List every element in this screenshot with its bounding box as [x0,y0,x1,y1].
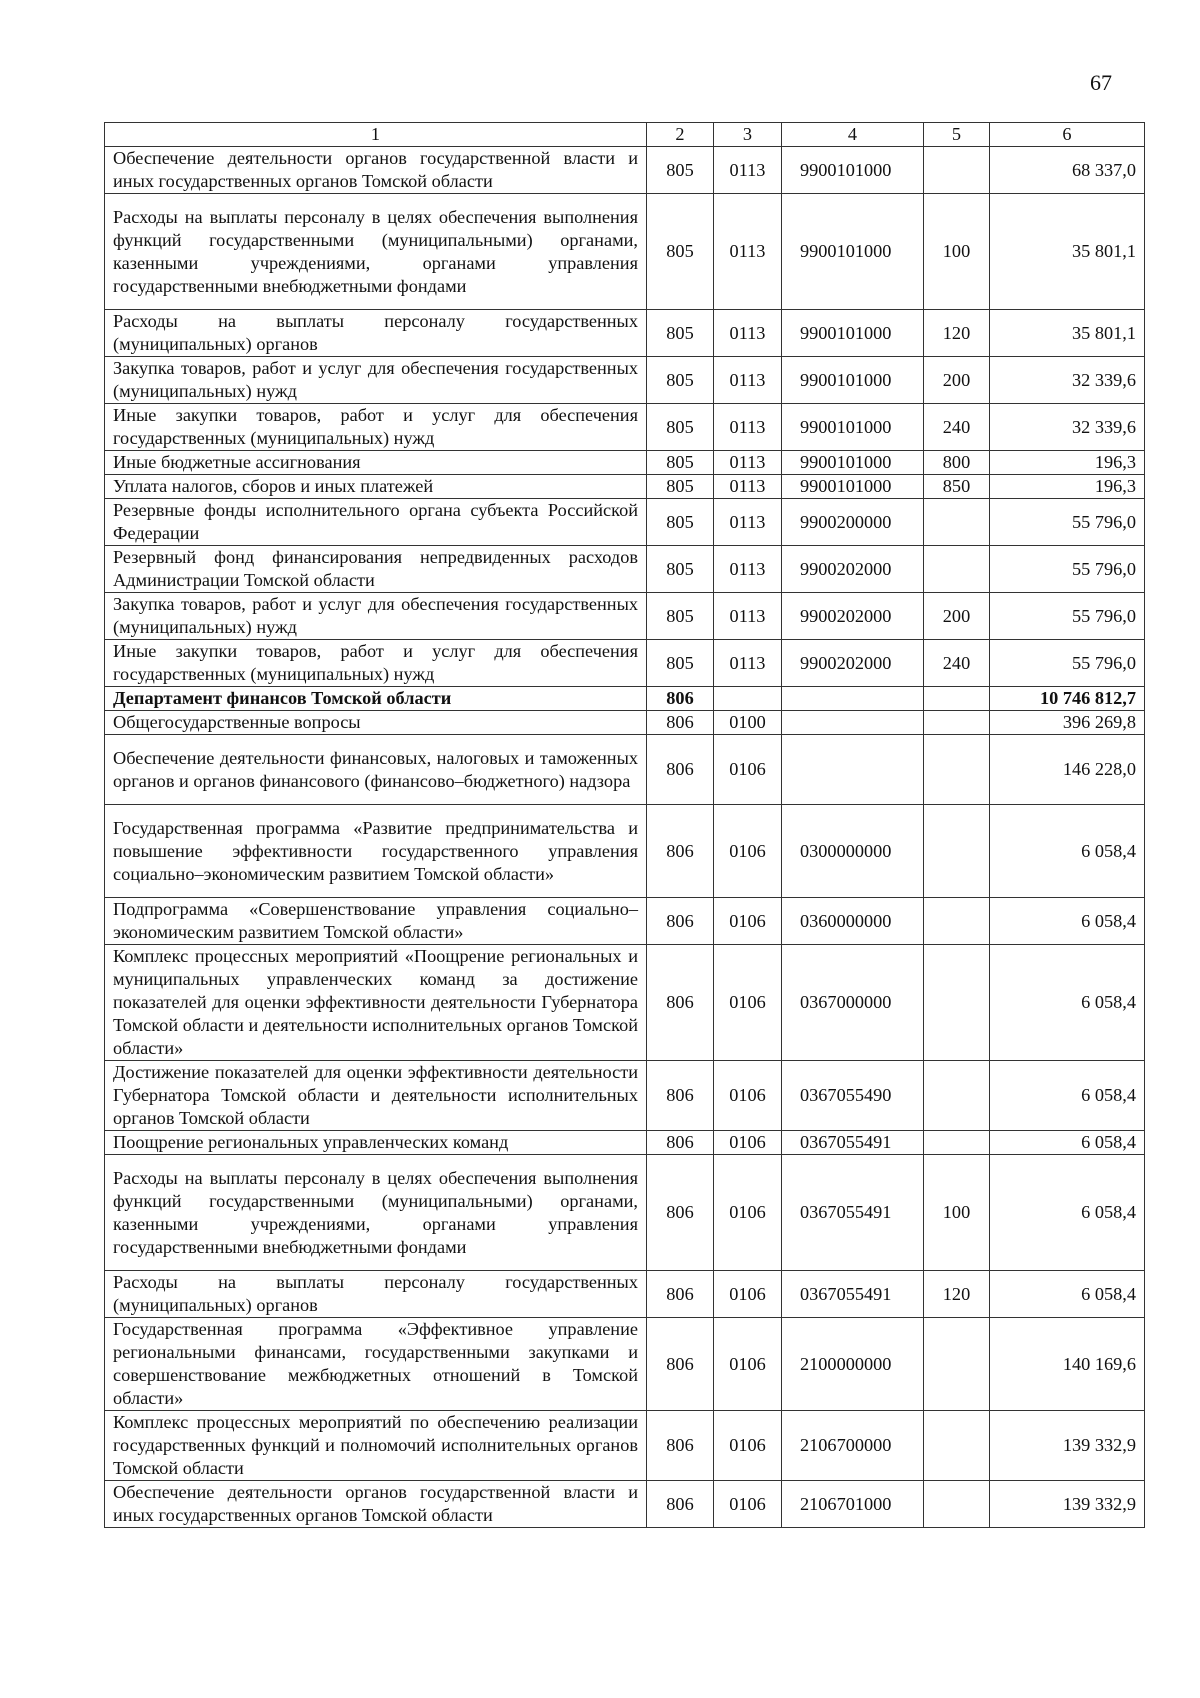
row-gr-code: 805 [647,310,714,357]
row-name: Поощрение региональных управленческих команд [105,1131,647,1155]
table-row [105,898,1145,945]
row-name: Обеспечение деятельности финансовых, налоговых и таможенных органов и органов финансового (финансово–бюджетного) надзора [105,735,647,805]
row-gr-code: 806 [647,735,714,805]
table-row [105,1271,1145,1318]
row-name: Иные бюджетные ассигнования [105,451,647,475]
row-target-code: 9900101000 [782,451,924,475]
row-gr-code: 806 [647,1481,714,1528]
row-target-code: 2106701000 [782,1481,924,1528]
row-name: Закупка товаров, работ и услуг для обеспечения государственных (муниципальных) нужд [105,357,647,404]
row-gr-code: 805 [647,546,714,593]
row-name: Расходы на выплаты персоналу государственных (муниципальных) органов [105,310,647,357]
row-section-code: 0106 [714,1318,782,1411]
row-gr-code: 805 [647,499,714,546]
table-row [105,711,1145,735]
row-expense-type [924,1131,990,1155]
row-name: Государственная программа «Эффективное управление региональными финансами, государственными закупками и совершенствование межбюджетных отношений в Томской области» [105,1318,647,1411]
row-name: Обеспечение деятельности органов государственной власти и иных государственных органов Томской области [105,147,647,194]
row-section-code: 0113 [714,357,782,404]
row-section-code: 0106 [714,1481,782,1528]
row-amount: 6 058,4 [990,1155,1145,1271]
row-target-code: 2106700000 [782,1411,924,1481]
row-gr-code: 806 [647,1318,714,1411]
row-expense-type [924,546,990,593]
table-row [105,687,1145,711]
table-row [105,451,1145,475]
column-header: 5 [924,123,990,147]
row-gr-code: 806 [647,1061,714,1131]
row-section-code: 0106 [714,1155,782,1271]
table-row [105,735,1145,805]
row-gr-code: 806 [647,1155,714,1271]
row-gr-code: 806 [647,898,714,945]
table-row [105,1481,1145,1528]
row-expense-type [924,945,990,1061]
row-gr-code: 805 [647,194,714,310]
row-amount: 35 801,1 [990,194,1145,310]
table-row [105,404,1145,451]
row-gr-code: 806 [647,1271,714,1318]
row-section-code: 0113 [714,546,782,593]
row-amount: 55 796,0 [990,499,1145,546]
row-target-code [782,687,924,711]
row-amount: 140 169,6 [990,1318,1145,1411]
row-amount: 55 796,0 [990,640,1145,687]
budget-table [104,122,1145,1528]
row-name: Иные закупки товаров, работ и услуг для обеспечения государственных (муниципальных) нужд [105,404,647,451]
row-section-code: 0106 [714,735,782,805]
row-amount: 6 058,4 [990,805,1145,898]
row-amount: 146 228,0 [990,735,1145,805]
row-name: Резервные фонды исполнительного органа субъекта Российской Федерации [105,499,647,546]
row-amount: 139 332,9 [990,1481,1145,1528]
row-target-code [782,711,924,735]
table-row [105,357,1145,404]
row-gr-code: 805 [647,451,714,475]
row-amount: 6 058,4 [990,898,1145,945]
row-target-code: 9900101000 [782,404,924,451]
row-target-code: 9900202000 [782,546,924,593]
row-gr-code: 805 [647,640,714,687]
page-number: 67 [1090,70,1112,95]
row-gr-code: 805 [647,147,714,194]
row-expense-type: 240 [924,404,990,451]
row-target-code: 9900200000 [782,499,924,546]
row-target-code: 0367000000 [782,945,924,1061]
row-name: Расходы на выплаты персоналу государственных (муниципальных) органов [105,1271,647,1318]
row-section-code: 0113 [714,475,782,499]
row-name: Департамент финансов Томской области [105,687,647,711]
row-section-code: 0113 [714,194,782,310]
row-expense-type [924,1411,990,1481]
column-header: 2 [647,123,714,147]
column-header: 1 [105,123,647,147]
row-expense-type [924,735,990,805]
row-name: Расходы на выплаты персоналу в целях обеспечения выполнения функций государственными (муниципальными) органами, казенными учреждениями, органами управления государственными внебюджетными фондами [105,1155,647,1271]
row-expense-type: 100 [924,194,990,310]
row-gr-code: 806 [647,1131,714,1155]
table-row [105,1155,1145,1271]
row-amount: 6 058,4 [990,945,1145,1061]
row-target-code: 9900202000 [782,640,924,687]
row-target-code: 9900101000 [782,310,924,357]
row-expense-type: 200 [924,593,990,640]
row-expense-type [924,711,990,735]
column-header-row [105,123,1145,147]
row-section-code: 0100 [714,711,782,735]
row-amount: 10 746 812,7 [990,687,1145,711]
row-gr-code: 805 [647,475,714,499]
row-target-code: 9900101000 [782,357,924,404]
table-row [105,194,1145,310]
row-amount: 68 337,0 [990,147,1145,194]
row-target-code: 9900202000 [782,593,924,640]
row-amount: 196,3 [990,475,1145,499]
row-name: Общегосударственные вопросы [105,711,647,735]
table-row [105,546,1145,593]
table-row [105,310,1145,357]
row-gr-code: 805 [647,404,714,451]
row-expense-type [924,1481,990,1528]
table-row [105,1411,1145,1481]
row-name: Иные закупки товаров, работ и услуг для обеспечения государственных (муниципальных) нужд [105,640,647,687]
row-gr-code: 806 [647,687,714,711]
row-amount: 32 339,6 [990,404,1145,451]
table-row [105,593,1145,640]
column-header: 4 [782,123,924,147]
row-target-code: 9900101000 [782,194,924,310]
table-row [105,499,1145,546]
row-name: Подпрограмма «Совершенствование управления социально–экономическим развитием Томской области» [105,898,647,945]
row-gr-code: 806 [647,711,714,735]
table-row [105,475,1145,499]
row-expense-type [924,898,990,945]
row-target-code: 9900101000 [782,147,924,194]
row-expense-type: 120 [924,310,990,357]
row-section-code: 0106 [714,1411,782,1481]
row-section-code: 0113 [714,451,782,475]
table-row [105,945,1145,1061]
row-section-code: 0113 [714,593,782,640]
table-row [105,1318,1145,1411]
row-expense-type [924,687,990,711]
row-gr-code: 805 [647,357,714,404]
row-target-code: 2100000000 [782,1318,924,1411]
row-name: Резервный фонд финансирования непредвиденных расходов Администрации Томской области [105,546,647,593]
row-name: Расходы на выплаты персоналу в целях обеспечения выполнения функций государственными (муниципальными) органами, казенными учреждениями, органами управления государственными внебюджетными фондами [105,194,647,310]
row-amount: 396 269,8 [990,711,1145,735]
row-expense-type: 120 [924,1271,990,1318]
row-gr-code: 806 [647,1411,714,1481]
row-name: Государственная программа «Развитие предпринимательства и повышение эффективности государственного управления социально–экономическим развитием Томской области» [105,805,647,898]
row-expense-type: 100 [924,1155,990,1271]
row-target-code: 0367055491 [782,1271,924,1318]
table-row [105,805,1145,898]
row-amount: 35 801,1 [990,310,1145,357]
row-expense-type: 850 [924,475,990,499]
row-amount: 55 796,0 [990,593,1145,640]
row-section-code: 0106 [714,1061,782,1131]
row-target-code: 0367055490 [782,1061,924,1131]
row-expense-type: 800 [924,451,990,475]
row-section-code: 0106 [714,805,782,898]
row-section-code: 0106 [714,945,782,1061]
row-section-code: 0113 [714,640,782,687]
row-gr-code: 805 [647,593,714,640]
row-expense-type [924,499,990,546]
row-expense-type: 200 [924,357,990,404]
row-amount: 6 058,4 [990,1131,1145,1155]
row-target-code [782,735,924,805]
row-target-code: 0360000000 [782,898,924,945]
row-expense-type [924,805,990,898]
row-section-code: 0106 [714,1131,782,1155]
row-name: Уплата налогов, сборов и иных платежей [105,475,647,499]
table-row [105,147,1145,194]
row-section-code: 0113 [714,404,782,451]
row-target-code: 0300000000 [782,805,924,898]
table-body [105,123,1145,1528]
row-section-code: 0113 [714,499,782,546]
table-row [105,640,1145,687]
row-amount: 55 796,0 [990,546,1145,593]
row-name: Обеспечение деятельности органов государственной власти и иных государственных органов Томской области [105,1481,647,1528]
row-section-code: 0113 [714,310,782,357]
row-expense-type [924,1061,990,1131]
row-amount: 6 058,4 [990,1061,1145,1131]
row-expense-type [924,1318,990,1411]
row-name: Закупка товаров, работ и услуг для обеспечения государственных (муниципальных) нужд [105,593,647,640]
row-name: Комплекс процессных мероприятий по обеспечению реализации государственных функций и полномочий исполнительных органов Томской области [105,1411,647,1481]
row-amount: 139 332,9 [990,1411,1145,1481]
column-header: 6 [990,123,1145,147]
row-amount: 32 339,6 [990,357,1145,404]
row-section-code: 0113 [714,147,782,194]
row-target-code: 9900101000 [782,475,924,499]
row-section-code: 0106 [714,898,782,945]
row-section-code: 0106 [714,1271,782,1318]
table-row [105,1061,1145,1131]
table-row [105,1131,1145,1155]
row-target-code: 0367055491 [782,1131,924,1155]
row-name: Комплекс процессных мероприятий «Поощрение региональных и муниципальных управленческих команд за достижение показателей для оценки эффективности деятельности Губернатора Томской области и деятельности исполнительных органов Томской области» [105,945,647,1061]
row-amount: 196,3 [990,451,1145,475]
row-amount: 6 058,4 [990,1271,1145,1318]
row-gr-code: 806 [647,805,714,898]
row-name: Достижение показателей для оценки эффективности деятельности Губернатора Томской области и деятельности исполнительных органов Томской области [105,1061,647,1131]
column-header: 3 [714,123,782,147]
row-section-code [714,687,782,711]
row-expense-type [924,147,990,194]
row-expense-type: 240 [924,640,990,687]
row-target-code: 0367055491 [782,1155,924,1271]
row-gr-code: 806 [647,945,714,1061]
